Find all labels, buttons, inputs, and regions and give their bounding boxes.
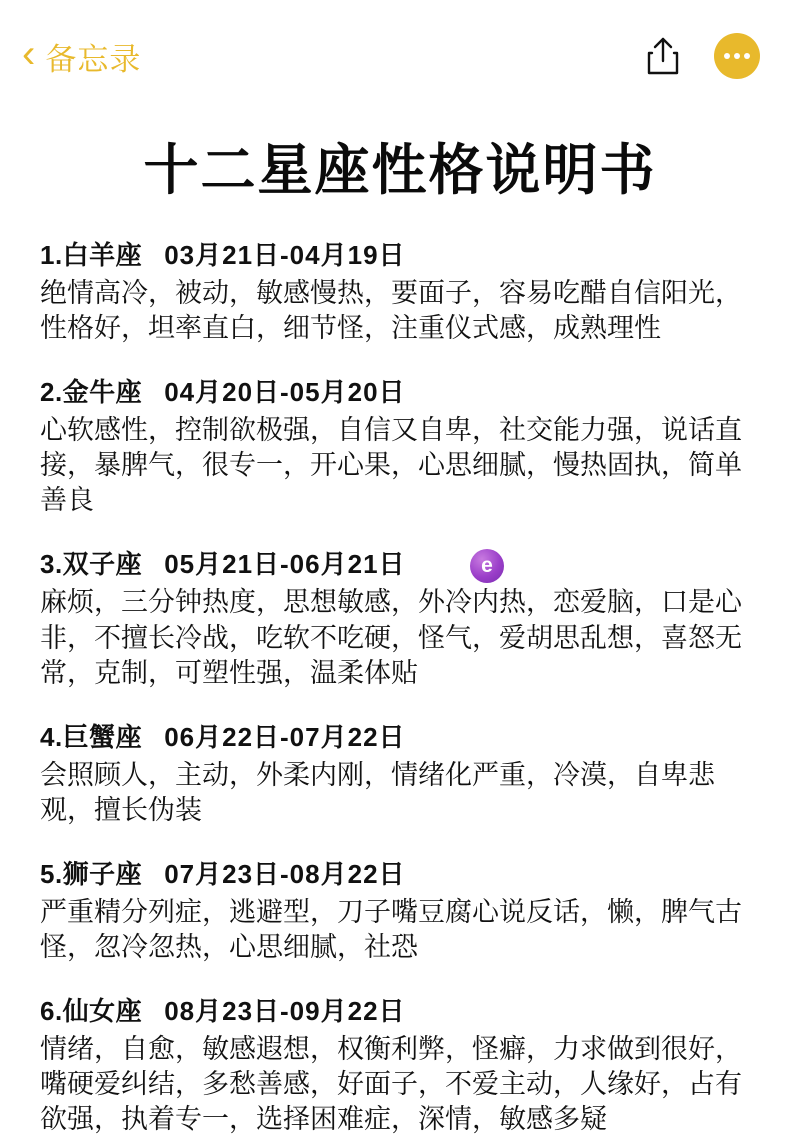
page-title: 十二星座性格说明书 — [143, 139, 657, 201]
top-navigation-bar — [0, 0, 800, 112]
zodiac-traits: 麻烦，三分钟热度，思想敏感，外冷内热，恋爱脑，口是心非，不擅长冷战，吃软不吃硬，怪气，爱胡思乱想，喜怒无常，克制，可塑性强，温柔体贴 — [40, 587, 742, 688]
chevron-left-icon: ‹ — [22, 32, 36, 76]
zodiac-traits: 心软感性，控制欲极强，自信又自卑，社交能力强，说话直接，暴脾气，很专一，开心果，心思细腻，慢热固执，简单善良 — [40, 415, 742, 516]
zodiac-date-range: 08月23日-09月22日 — [164, 996, 406, 1027]
app-watermark-badge: e — [470, 549, 504, 583]
zodiac-entry — [40, 991, 764, 1137]
zodiac-entry-header — [40, 544, 764, 581]
dot — [734, 53, 740, 59]
zodiac-sign-name: 1.白羊座 — [40, 240, 143, 270]
back-button-label: 备忘录 — [45, 41, 142, 77]
zodiac-traits: 绝情高冷，被动，敏感慢热，要面子，容易吃醋自信阳光，性格好，坦率直白，细节怪，注重仪式感，成熟理性 — [40, 278, 742, 344]
zodiac-date-range: 06月22日-07月22日 — [164, 721, 406, 752]
share-icon[interactable] — [646, 36, 680, 76]
more-ellipsis-icon[interactable] — [714, 33, 760, 79]
zodiac-entry-header — [40, 372, 764, 409]
top-actions — [646, 33, 760, 79]
zodiac-entry — [40, 544, 764, 690]
zodiac-date-range: 07月23日-08月22日 — [164, 858, 406, 889]
zodiac-date-range: 04月20日-05月20日 — [164, 377, 406, 408]
zodiac-entry — [40, 372, 764, 518]
zodiac-entry-header — [40, 235, 764, 272]
note-content — [0, 235, 800, 1137]
zodiac-sign-name: 3.双子座 — [40, 549, 143, 580]
back-to-notes-button[interactable] — [22, 34, 141, 79]
zodiac-traits: 会照顾人，主动，外柔内刚，情绪化严重，冷漠，自卑悲观，擅长伪装 — [40, 759, 715, 825]
zodiac-traits: 情绪，自愈，敏感遐想，权衡利弊，怪癖，力求做到很好，嘴硬爱纠结，多愁善感，好面子，不爱主动，人缘好，占有欲强，执着专一，选择困难症，深情，敏感多疑 — [40, 1034, 742, 1135]
zodiac-sign-name: 2.金牛座 — [40, 377, 143, 408]
dot — [744, 53, 750, 59]
zodiac-entry — [40, 717, 764, 828]
zodiac-date-range: 05月21日-06月21日 — [164, 549, 406, 580]
zodiac-sign-name: 4.巨蟹座 — [40, 721, 143, 752]
zodiac-entry — [40, 235, 764, 346]
dot — [724, 53, 730, 59]
zodiac-sign-name: 6.仙女座 — [40, 996, 143, 1027]
zodiac-date-range: 03月21日-04月19日 — [164, 240, 406, 270]
zodiac-sign-name: 5.狮子座 — [40, 858, 143, 889]
zodiac-entry-header — [40, 991, 764, 1028]
zodiac-entry-header — [40, 717, 764, 754]
zodiac-entry-header — [40, 854, 764, 891]
zodiac-traits: 严重精分列症，逃避型，刀子嘴豆腐心说反话，懒，脾气古怪，忽冷忽热，心思细腻，社恐 — [40, 896, 742, 963]
zodiac-entry — [40, 854, 764, 965]
